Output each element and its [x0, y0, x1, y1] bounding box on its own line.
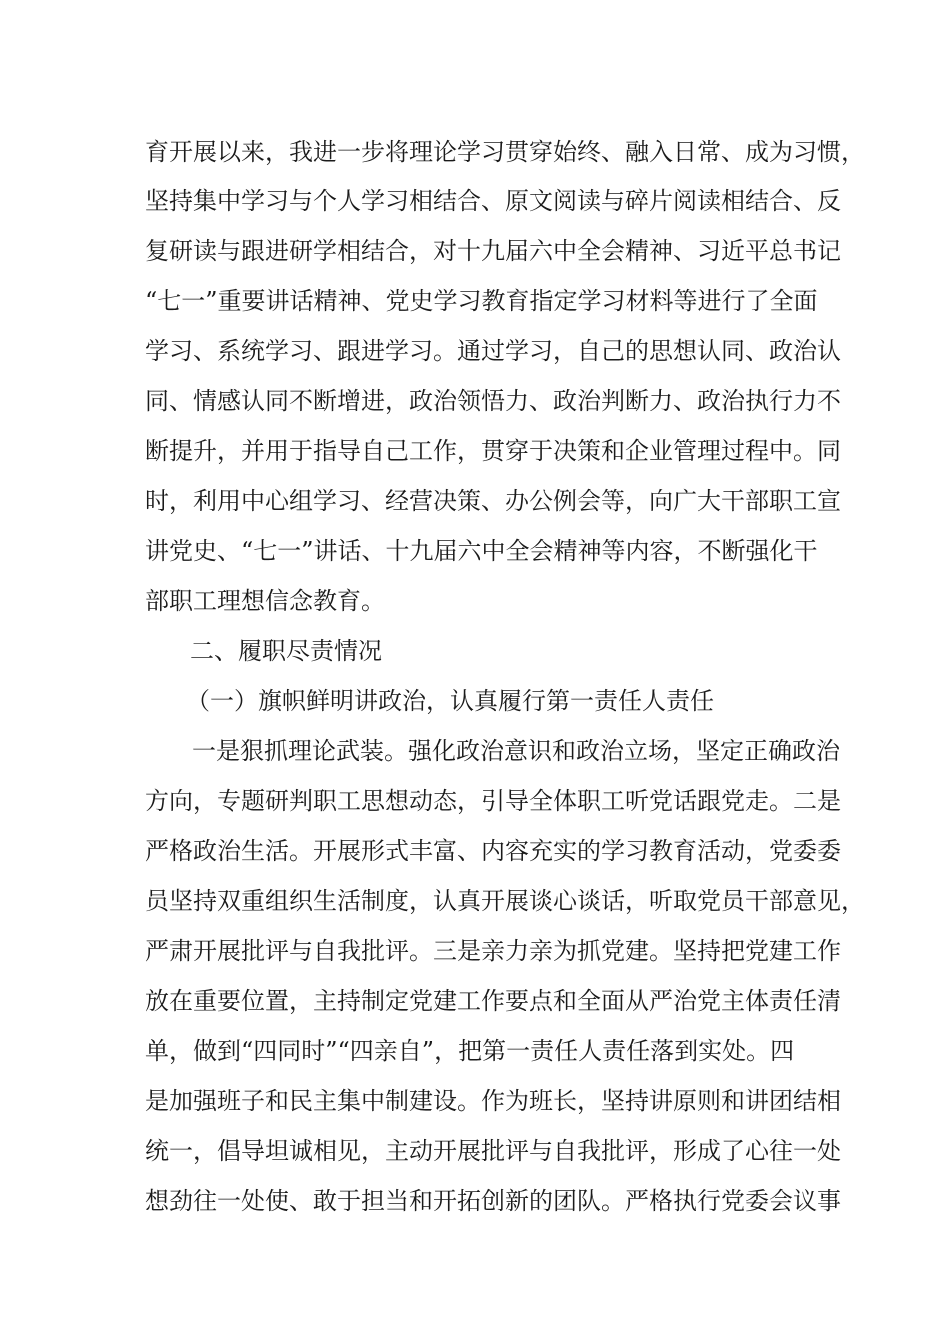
paragraph-1-line-10: 部职工理想信念教育。	[145, 587, 385, 615]
paragraph-1-line-5: 学习、系统学习、跟进学习。通过学习，自己的思想认同、政治认	[145, 337, 841, 365]
paragraph-1-line-9: 讲党史、“七一”讲话、十九届六中全会精神等内容，不断强化干	[145, 537, 818, 565]
paragraph-1-line-8: 时，利用中心组学习、经营决策、办公例会等，向广大干部职工宣	[145, 487, 841, 515]
paragraph-1-line-7: 断提升，并用于指导自己工作，贯穿于决策和企业管理过程中。同	[145, 437, 841, 465]
paragraph-2-line-6: 放在重要位置，主持制定党建工作要点和全面从严治党主体责任清	[145, 987, 841, 1015]
paragraph-2-line-7: 单，做到“四同时”“四亲自”，把第一责任人责任落到实处。四	[145, 1037, 795, 1065]
paragraph-2-line-3: 严格政治生活。开展形式丰富、内容充实的学习教育活动，党委委	[145, 837, 841, 865]
paragraph-1-line-3: 复研读与跟进研学相结合，对十九届六中全会精神、习近平总书记	[145, 237, 841, 265]
paragraph-1-line-2: 坚持集中学习与个人学习相结合、原文阅读与碎片阅读相结合、反	[145, 187, 841, 215]
paragraph-1-line-1: 育开展以来，我进一步将理论学习贯穿始终、融入日常、成为习惯，	[145, 138, 865, 166]
paragraph-2-line-4: 员坚持双重组织生活制度，认真开展谈心谈话，听取党员干部意见，	[145, 887, 865, 915]
paragraph-2-line-5: 严肃开展批评与自我批评。三是亲力亲为抓党建。坚持把党建工作	[145, 937, 841, 965]
section-heading: 二、履职尽责情况	[190, 637, 382, 665]
paragraph-2-line-9: 统一，倡导坦诚相见，主动开展批评与自我批评，形成了心往一处	[145, 1137, 841, 1165]
paragraph-1-line-4: “七一”重要讲话精神、党史学习教育指定学习材料等进行了全面	[145, 287, 818, 315]
subsection-heading: （一）旗帜鲜明讲政治，认真履行第一责任人责任	[186, 687, 714, 715]
paragraph-2-line-1: 一是狠抓理论武装。强化政治意识和政治立场，坚定正确政治	[192, 737, 840, 765]
paragraph-2-line-2: 方向，专题研判职工思想动态，引导全体职工听党话跟党走。二是	[145, 787, 841, 815]
paragraph-2-line-10: 想劲往一处使、敢于担当和开拓创新的团队。严格执行党委会议事	[145, 1187, 841, 1215]
paragraph-1-line-6: 同、情感认同不断增进，政治领悟力、政治判断力、政治执行力不	[145, 387, 841, 415]
paragraph-2-line-8: 是加强班子和民主集中制建设。作为班长，坚持讲原则和讲团结相	[145, 1087, 841, 1115]
